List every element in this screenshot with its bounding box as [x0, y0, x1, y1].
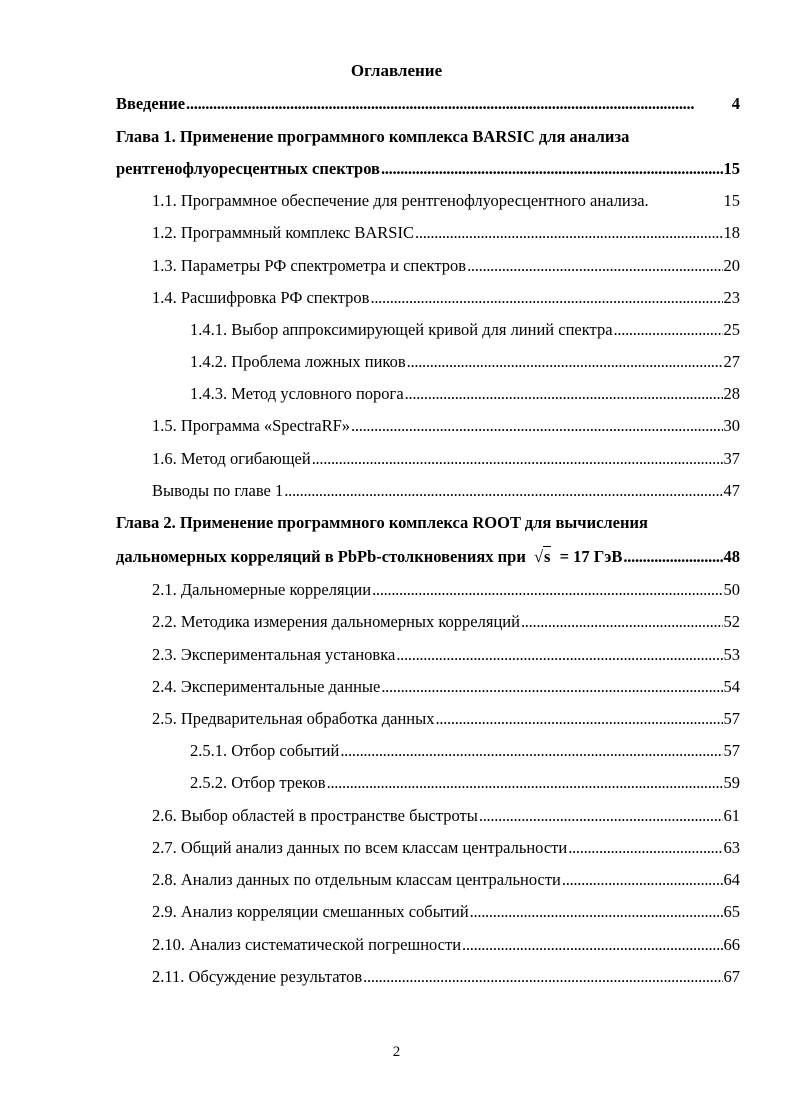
- dot-leader: [521, 612, 723, 632]
- toc-entry-page: 20: [723, 256, 740, 275]
- toc-entry-2-7[interactable]: [152, 838, 740, 858]
- toc-entry-2-3[interactable]: [152, 645, 740, 665]
- toc-entry-label: 1.4.3. Метод условного порога: [190, 384, 404, 403]
- toc-entry-page: 48: [723, 547, 740, 566]
- dot-leader: [312, 449, 723, 469]
- toc-chapter-1[interactable]: [116, 159, 740, 179]
- dot-leader: [467, 256, 722, 276]
- toc-entry-2-5-2[interactable]: [190, 773, 740, 793]
- dot-leader: [462, 935, 722, 955]
- toc-entry-label: Введение: [116, 94, 186, 113]
- toc-entry-page: 28: [723, 384, 740, 403]
- toc-entry-label: 2.4. Экспериментальные данные: [152, 677, 381, 696]
- dot-leader: [363, 967, 722, 987]
- toc-entry-1-conclusions[interactable]: [152, 481, 740, 501]
- toc-entry-page: 15: [723, 191, 740, 210]
- toc-entry-page: 37: [723, 449, 740, 468]
- page-number: 2: [392, 1044, 401, 1060]
- toc-chapter-1-line-1[interactable]: Глава 1. Применение программного комплекса BARSIC для анализа: [116, 127, 630, 146]
- toc-entry-label: 2.7. Общий анализ данных по всем классам центральности: [152, 838, 568, 857]
- toc-entry-2-5[interactable]: [152, 709, 740, 729]
- dot-leader: [351, 416, 722, 436]
- toc-entry-page: 18: [723, 223, 740, 242]
- toc-entry-label: 1.6. Метод огибающей: [152, 449, 311, 468]
- toc-entry-page: 66: [723, 935, 740, 954]
- dot-leader: [562, 870, 723, 890]
- dot-leader: [396, 645, 722, 665]
- chapter-2-title-suffix: = 17 ГэВ: [559, 547, 623, 566]
- dot-leader: [381, 677, 722, 697]
- toc-entry-2-9[interactable]: [152, 902, 740, 922]
- toc-entry-label: 2.1. Дальномерные корреляции: [152, 580, 372, 599]
- toc-entry-page: 47: [723, 481, 740, 500]
- dot-leader: [327, 773, 723, 793]
- dot-leader: [407, 352, 723, 372]
- sqrt-variable: s: [544, 547, 551, 566]
- dot-leader: [470, 902, 723, 922]
- toc-entry-label: 2.11. Обсуждение результатов: [152, 967, 363, 986]
- toc-entry-label: 2.2. Методика измерения дальномерных корреляций: [152, 612, 520, 631]
- chapter-2-title-prefix: дальномерных корреляций в PbPb-столкновениях при: [116, 547, 526, 566]
- toc-entry-page: 57: [723, 709, 740, 728]
- dot-leader: [415, 223, 723, 243]
- toc-entry-page: 59: [723, 773, 740, 792]
- toc-entry-label: 1.1. Программное обеспечение для рентгенофлуоресцентного анализа.: [152, 191, 649, 210]
- toc-entry-2-10[interactable]: [152, 935, 740, 955]
- dot-leader: [479, 806, 723, 826]
- dot-leader: [568, 838, 722, 858]
- toc-entry-page: 25: [723, 320, 740, 339]
- toc-entry-page: 15: [723, 159, 740, 178]
- toc-entry-label: 2.5. Предварительная обработка данных: [152, 709, 435, 728]
- toc-entry-2-1[interactable]: [152, 580, 740, 600]
- toc-entry-label: 2.8. Анализ данных по отдельным классам центральности: [152, 870, 561, 889]
- toc-entry-page: 67: [723, 967, 740, 986]
- dot-leader: [381, 159, 723, 179]
- dot-leader: [372, 580, 722, 600]
- toc-entry-label: [116, 547, 622, 567]
- toc-entry-label: рентгенофлуоресцентных спектров: [116, 159, 380, 178]
- dot-leader: [340, 741, 722, 761]
- toc-entry-intro[interactable]: [116, 94, 740, 114]
- toc-entry-label: 1.5. Программа «SpectraRF»: [152, 416, 351, 435]
- dot-leader: [370, 288, 722, 308]
- dot-leader: [435, 709, 722, 729]
- toc-entry-page: 53: [723, 645, 740, 664]
- toc-entry-1-4-1[interactable]: [190, 320, 740, 340]
- toc-entry-1-4-3[interactable]: [190, 384, 740, 404]
- toc-chapter-2[interactable]: [116, 547, 740, 567]
- toc-chapter-2-line-1[interactable]: Глава 2. Применение программного комплекса ROOT для вычисления: [116, 513, 648, 532]
- toc-entry-page: 50: [723, 580, 740, 599]
- toc-entry-1-4-2[interactable]: [190, 352, 740, 372]
- toc-entry-label: 1.4.2. Проблема ложных пиков: [190, 352, 406, 371]
- dot-leader: [186, 94, 731, 114]
- toc-entry-label: 1.3. Параметры РФ спектрометра и спектров: [152, 256, 467, 275]
- toc-entry-page: 27: [723, 352, 740, 371]
- toc-entry-label: 2.5.2. Отбор треков: [190, 773, 326, 792]
- dot-leader: [284, 481, 722, 501]
- toc-entry-page: 54: [723, 677, 740, 696]
- dot-leader: [405, 384, 723, 404]
- toc-entry-label: 2.10. Анализ систематической погрешности: [152, 935, 462, 954]
- toc-entry-label: Выводы по главе 1: [152, 481, 284, 500]
- toc-title: Оглавление: [350, 61, 443, 80]
- toc-entry-2-4[interactable]: [152, 677, 740, 697]
- toc-entry-2-5-1[interactable]: [190, 741, 740, 761]
- toc-entry-page: 4: [731, 94, 740, 113]
- toc-entry-1-1[interactable]: [152, 191, 740, 211]
- toc-entry-page: 63: [723, 838, 740, 857]
- toc-entry-1-3[interactable]: [152, 256, 740, 276]
- toc-entry-label: 2.6. Выбор областей в пространстве быстроты: [152, 806, 478, 825]
- toc-entry-page: 65: [723, 902, 740, 921]
- dot-leader: [614, 320, 723, 340]
- toc-entry-2-2[interactable]: [152, 612, 740, 632]
- toc-entry-page: 23: [723, 288, 740, 307]
- toc-entry-1-5[interactable]: [152, 416, 740, 436]
- toc-entry-2-8[interactable]: [152, 870, 740, 890]
- toc-entry-label: 2.5.1. Отбор событий: [190, 741, 340, 760]
- sqrt-symbol: √: [533, 547, 544, 566]
- toc-entry-label: 2.3. Экспериментальная установка: [152, 645, 396, 664]
- toc-entry-1-6[interactable]: [152, 449, 740, 469]
- toc-entry-label: 1.4.1. Выбор аппроксимирующей кривой для линий спектра: [190, 320, 613, 339]
- toc-entry-2-6[interactable]: [152, 806, 740, 826]
- dot-leader: [623, 547, 722, 567]
- toc-entry-page: 64: [723, 870, 740, 889]
- toc-entry-page: 30: [723, 416, 740, 435]
- sqrt-s-formula: [534, 547, 551, 567]
- toc-entry-label: 1.2. Программный комплекс BARSIC: [152, 223, 414, 242]
- toc-entry-2-11[interactable]: [152, 967, 740, 987]
- toc-entry-page: 52: [723, 612, 740, 631]
- toc-entry-page: 57: [723, 741, 740, 760]
- toc-entry-label: 1.4. Расшифровка РФ спектров: [152, 288, 370, 307]
- toc-entry-label: 2.9. Анализ корреляции смешанных событий: [152, 902, 469, 921]
- toc-entry-1-4[interactable]: [152, 288, 740, 308]
- toc-entry-1-2[interactable]: [152, 223, 740, 243]
- toc-entry-page: 61: [723, 806, 740, 825]
